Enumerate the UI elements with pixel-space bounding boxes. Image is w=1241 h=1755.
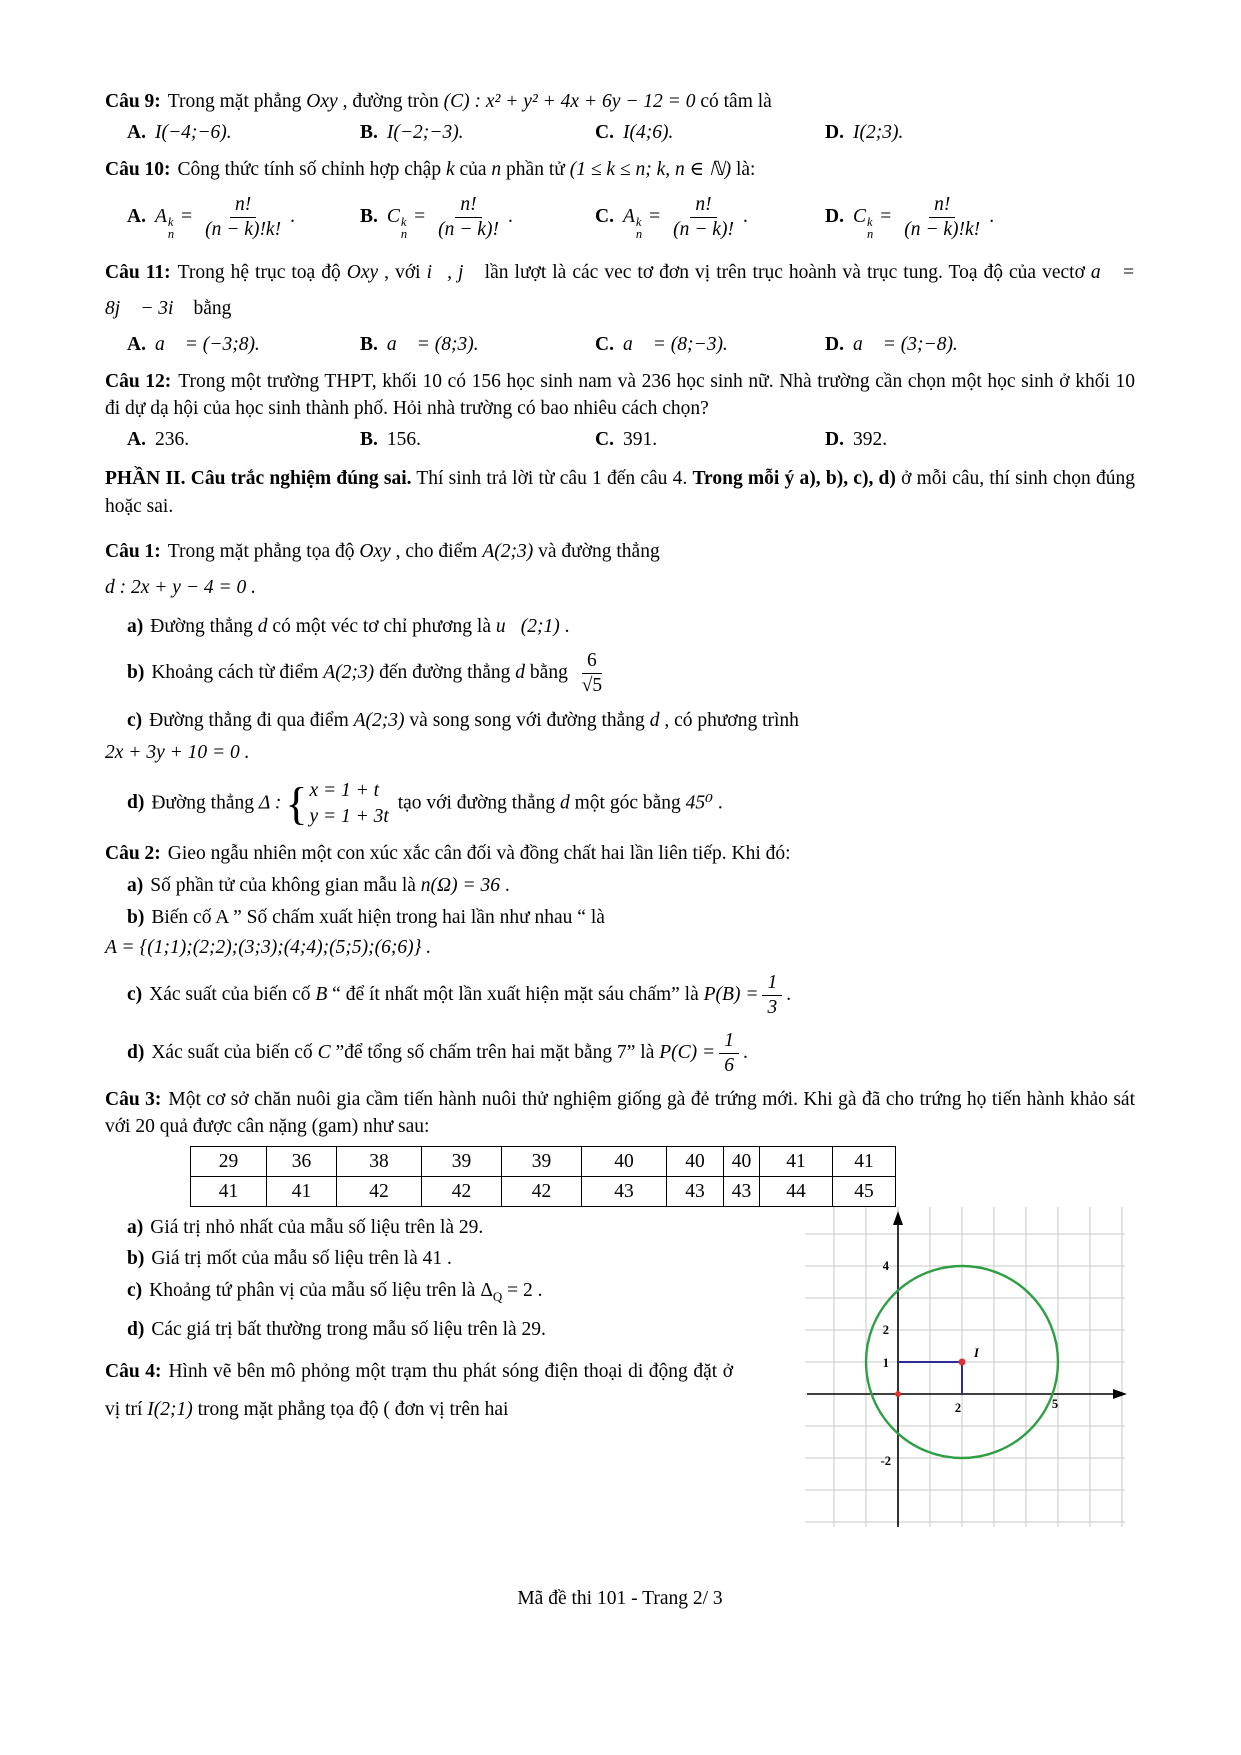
- question-9: [105, 88, 1135, 144]
- system-row: x = 1 + t: [309, 780, 380, 801]
- system-brace: {: [285, 778, 308, 829]
- option-letter: D.: [825, 334, 844, 355]
- option-a: [127, 334, 360, 356]
- question-label: Câu 4:: [105, 1360, 162, 1382]
- math-segment: A(2;3): [482, 541, 534, 562]
- option-d: [825, 122, 1135, 144]
- option-text: 156.: [386, 429, 422, 450]
- statement-c: [105, 971, 1135, 1020]
- math-segment: (C) : x² + y² + 4x + 6y − 12 = 0: [443, 91, 696, 112]
- text-segment: có một véc tơ chỉ phương là: [267, 616, 496, 637]
- table-cell: 38: [337, 1147, 422, 1177]
- question-stem: [105, 368, 1135, 422]
- table-cell: 36: [267, 1147, 337, 1177]
- text-segment: và đường thẳng: [533, 541, 660, 562]
- page-footer: Mã đề thi 101 - Trang 2/ 3: [517, 1588, 723, 1609]
- math-segment: Oxy: [346, 262, 379, 283]
- statement-label: c): [127, 1280, 143, 1301]
- text-segment: và song song với đường thẳng: [404, 710, 650, 731]
- statement-label: a): [127, 875, 144, 896]
- statement-d: [105, 778, 1135, 830]
- left-column: [105, 1211, 733, 1429]
- period: .: [290, 205, 295, 227]
- table-cell: 39: [502, 1147, 582, 1177]
- option-letter: A.: [127, 334, 146, 355]
- text-segment: trong mặt phẳng tọa độ ( đơn vị trên hai: [192, 1398, 509, 1420]
- option-text: 392.: [852, 429, 888, 450]
- answer-options: [105, 429, 1135, 451]
- statement-b: [105, 1244, 733, 1273]
- text-segment: phần tử: [501, 159, 570, 180]
- option-text: I(4;6).: [622, 122, 674, 143]
- math-segment: B: [315, 983, 328, 1005]
- option-text: I(2;3).: [852, 122, 904, 143]
- text-segment: Gieo ngẫu nhiên một con xúc xắc cân đối và đồng chất hai lần liên tiếp. Khi đó:: [167, 843, 791, 864]
- table-cell: 40: [582, 1147, 667, 1177]
- statement-label: a): [127, 1217, 144, 1238]
- table-row: [191, 1177, 896, 1207]
- option-letter: A.: [127, 122, 146, 143]
- statement-a: [105, 1213, 733, 1242]
- text-segment: ở mỗi câu, thí sinh chọn đúng hoặc sai.: [105, 468, 1135, 517]
- text-segment: một góc bằng: [569, 792, 686, 814]
- option-b: [360, 334, 595, 356]
- option-letter: B.: [360, 429, 378, 450]
- option-c: [595, 193, 825, 242]
- text-segment: Khoảng tứ phân vị của mẫu số liệu trên là: [149, 1280, 481, 1301]
- question-stem: [105, 88, 1135, 115]
- text-segment: Đường thẳng: [150, 616, 258, 637]
- text-segment: , có phương trình: [659, 710, 799, 731]
- equals-sign: =: [649, 205, 661, 227]
- math-segment: P(C) =: [659, 1041, 716, 1063]
- option-letter: B.: [360, 122, 378, 143]
- period: .: [989, 205, 995, 227]
- math-segment: u⃗(2;1): [495, 616, 560, 637]
- table-cell: 41: [191, 1177, 267, 1207]
- option-text: I(−2;−3).: [386, 122, 464, 143]
- option-letter: C.: [595, 334, 614, 355]
- statement-label: d): [127, 1318, 145, 1340]
- statement-b: [105, 904, 1135, 931]
- math-segment: I(2;1): [147, 1398, 193, 1420]
- center-label: I: [974, 1346, 979, 1360]
- tick-label-x2: 2: [954, 1401, 962, 1415]
- text-segment: lần lượt là các vec tơ đơn vị trên trục hoành và trục tung. Toạ độ của vectơ: [478, 262, 1091, 283]
- right-column: [805, 1207, 1135, 1539]
- math-segment: a⃗ = 8j⃗ − 3i⃗: [105, 262, 1136, 319]
- option-letter: C.: [595, 429, 614, 450]
- option-letter: A.: [127, 429, 146, 450]
- text-segment: Giá trị nhỏ nhất của mẫu số liệu trên là 29.: [150, 1217, 484, 1238]
- option-c: [595, 429, 825, 451]
- math-segment: n(Ω) = 36: [420, 875, 501, 896]
- statement-c: [105, 1276, 733, 1312]
- text-segment: bằng: [525, 661, 568, 683]
- statement-d: [105, 1029, 1135, 1078]
- sup-sub-stack: k n: [400, 214, 408, 241]
- period: .: [507, 205, 513, 227]
- text-segment: Trong mặt phẳng tọa độ: [167, 541, 360, 562]
- math-segment: k: [445, 159, 455, 180]
- question-12: [105, 368, 1135, 451]
- table-cell: 45: [833, 1177, 896, 1207]
- question-stem: [105, 255, 1135, 327]
- part2-bold-note: Trong mỗi ý a), b), c), d): [692, 468, 896, 489]
- subscript: Q: [492, 1288, 503, 1304]
- question-stem: [105, 535, 1135, 569]
- question-label: Câu 9:: [105, 91, 161, 112]
- text-segment: Xác suất của biến cố: [151, 1041, 318, 1063]
- text-segment: Giá trị mốt của mẫu số liệu trên là 41 .: [151, 1248, 452, 1269]
- math-segment: Δ :: [258, 792, 282, 814]
- math-segment: d: [649, 710, 660, 731]
- fraction: $\frac{6}{√5}$: [581, 650, 603, 696]
- statement-a: [105, 613, 1135, 640]
- statement-label: b): [127, 907, 145, 928]
- text-segment: Khoảng cách từ điểm: [151, 661, 324, 683]
- option-letter: B.: [360, 334, 378, 355]
- table-cell: 41: [267, 1177, 337, 1207]
- question-label: Câu 2:: [105, 843, 161, 864]
- sup-sub-stack: k n: [167, 214, 175, 241]
- line-equation: d : 2x + y − 4 = 0 .: [105, 577, 257, 598]
- option-a: [127, 429, 360, 451]
- text-segment: có tâm là: [695, 91, 772, 112]
- option-c: [595, 122, 825, 144]
- question-label: Câu 10:: [105, 159, 171, 180]
- fraction: $\frac{n!}{(n - k)!k!}$: [205, 194, 282, 240]
- text-segment: Số phần tử của không gian mẫu là: [150, 875, 421, 896]
- text-segment: Trong hệ trục toạ độ: [177, 262, 347, 283]
- option-c: [595, 334, 825, 356]
- answer-options: [105, 193, 1135, 242]
- statement-label: b): [127, 661, 145, 683]
- data-table: [190, 1146, 896, 1207]
- math-segment: i⃗, j⃗: [426, 262, 479, 283]
- math-segment: C: [317, 1041, 331, 1063]
- table-cell: 42: [337, 1177, 422, 1207]
- question-label: Câu 12:: [105, 371, 172, 392]
- system-row: y = 1 + 3t: [309, 806, 389, 827]
- fraction: $\frac{n!}{(n - k)!k!}$: [904, 194, 981, 240]
- table-cell: 42: [502, 1177, 582, 1207]
- option-letter: D.: [825, 122, 844, 143]
- center-point: [959, 1359, 966, 1366]
- text-segment: Một cơ sở chăn nuôi gia cầm tiến hành nuôi thử nghiệm giống gà đẻ trứng mới. Khi gà đã cho trứng họ tiến hành khảo sát với 20 quả được cân nặng (gam) như sau:: [105, 1089, 1135, 1137]
- statement-label: c): [127, 710, 143, 731]
- table-cell: 43: [582, 1177, 667, 1207]
- statement-b: [105, 649, 1135, 698]
- statement-label: c): [127, 983, 143, 1005]
- table-row: [191, 1147, 896, 1177]
- tick-label-y1: 1: [882, 1356, 889, 1370]
- period: .: [742, 1041, 748, 1063]
- math-segment: Oxy: [306, 91, 338, 112]
- period: .: [786, 983, 792, 1005]
- option-text: a⃗ = (−3;8).: [154, 334, 260, 355]
- question-stem: [105, 156, 1135, 183]
- option-letter: C.: [595, 205, 614, 227]
- question-10: [105, 156, 1135, 242]
- math-segment: d: [515, 661, 526, 683]
- option-text: a⃗ = (3;−8).: [852, 334, 958, 355]
- fraction: $\frac{1}{6}$: [719, 1029, 739, 1078]
- text-segment: Trong mặt phẳng: [167, 91, 307, 112]
- tick-label-y4: 4: [882, 1259, 889, 1273]
- text-segment: , đường tròn: [337, 91, 444, 112]
- option-b: [360, 193, 595, 242]
- text-segment: của: [454, 159, 492, 180]
- text-segment: = 2 .: [502, 1280, 543, 1301]
- math-symbol: A: [622, 205, 635, 227]
- question-label: Câu 1:: [105, 541, 161, 562]
- table-cell: 43: [724, 1177, 760, 1207]
- option-a: [127, 122, 360, 144]
- question-label: Câu 11:: [105, 262, 171, 283]
- fraction: $\frac{n!}{(n - k)!}$: [438, 194, 499, 240]
- option-b: [360, 429, 595, 451]
- option-text: I(−4;−6).: [154, 122, 232, 143]
- option-d: [825, 334, 1135, 356]
- question-label: Câu 3:: [105, 1089, 162, 1110]
- table-cell: 42: [422, 1177, 502, 1207]
- part2-question-3: [105, 1086, 1135, 1539]
- answer-options: [105, 122, 1135, 144]
- text-segment: Biến cố A ” Số chấm xuất hiện trong hai lần như nhau “ là: [151, 907, 605, 928]
- fraction: $\frac{1}{3}$: [762, 971, 782, 1020]
- statement-d: [105, 1315, 733, 1345]
- text-segment: Trong một trường THPT, khối 10 có 156 học sinh nam và 236 học sinh nữ. Nhà trường cần chọn một học sinh ở khối 10 đi dự dạ hội của học sinh thành phố. Hỏi nhà trường có bao nhiêu cách chọn?: [105, 371, 1135, 419]
- text-segment: Hình vẽ bên mô phỏng một trạm thu phát sóng điện thoại di động đặt ở vị trí: [105, 1360, 734, 1420]
- coordinate-graph: [805, 1207, 1135, 1533]
- option-text: a⃗ = (8;3).: [386, 334, 479, 355]
- answer-options: [105, 334, 1135, 356]
- text-segment: , cho điểm: [390, 541, 483, 562]
- table-cell: 44: [760, 1177, 833, 1207]
- math-symbol: C: [852, 205, 866, 227]
- origin-point: [895, 1391, 901, 1397]
- equals-sign: =: [181, 205, 193, 227]
- sup-sub-stack: k n: [866, 214, 874, 241]
- text-segment: Đường thẳng đi qua điểm: [149, 710, 354, 731]
- option-d: [825, 429, 1135, 451]
- math-segment: d: [257, 616, 268, 637]
- math-segment: 45⁰: [685, 792, 713, 814]
- equals-sign: =: [880, 205, 892, 227]
- text-segment: đến đường thẳng: [374, 661, 516, 683]
- line-equation: 2x + 3y + 10 = 0 .: [105, 742, 250, 763]
- text-segment: tạo với đường thẳng: [392, 792, 560, 814]
- period: .: [742, 205, 748, 227]
- text-segment: , với: [378, 262, 427, 283]
- grid-lines: [805, 1207, 1125, 1527]
- option-a: [127, 193, 360, 242]
- part2-title: PHẦN II. Câu trắc nghiệm đúng sai.: [105, 468, 412, 489]
- option-text: a⃗ = (8;−3).: [622, 334, 728, 355]
- math-segment: A(2;3): [353, 710, 405, 731]
- option-b: [360, 122, 595, 144]
- statement-label: b): [127, 1248, 145, 1269]
- text-segment: Đường thẳng: [151, 792, 259, 814]
- tick-label-ym2: -2: [880, 1454, 891, 1468]
- text-segment: Thí sinh trả lời từ câu 1 đến câu 4.: [411, 468, 693, 489]
- text-segment: .: [559, 616, 570, 637]
- text-segment: Xác suất của biến cố: [149, 983, 316, 1005]
- table-cell: 41: [760, 1147, 833, 1177]
- statement-c: [105, 707, 1135, 734]
- event-set: A = {(1;1);(2;2);(3;3);(4;4);(5;5);(6;6)} .: [105, 937, 432, 958]
- option-letter: D.: [825, 205, 844, 227]
- math-segment: A(2;3): [323, 661, 375, 683]
- math-symbol: Δ: [480, 1280, 493, 1301]
- question-stem: [105, 1086, 1135, 1140]
- text-segment: là:: [731, 159, 756, 180]
- text-segment: Các giá trị bất thường trong mẫu số liệu trên là 29.: [151, 1318, 546, 1340]
- table-cell: 41: [833, 1147, 896, 1177]
- part2-question-4-stem: [105, 1353, 733, 1429]
- text-segment: bằng: [188, 298, 232, 319]
- text-segment: .: [712, 792, 723, 814]
- math-segment: d: [559, 792, 570, 814]
- table-cell: 40: [667, 1147, 724, 1177]
- sup-sub-stack: k n: [635, 214, 643, 241]
- option-letter: B.: [360, 205, 378, 227]
- tick-label-y2: 2: [882, 1323, 889, 1337]
- fraction: $\frac{n!}{(n - k)!}$: [673, 194, 734, 240]
- text-segment: Công thức tính số chỉnh hợp chập: [177, 159, 446, 180]
- statement-label: d): [127, 792, 145, 814]
- question-stem: [105, 840, 1135, 867]
- part2-question-2: [105, 840, 1135, 1078]
- part2-header: [105, 465, 1135, 521]
- statement-a: [105, 872, 1135, 899]
- option-letter: A.: [127, 205, 146, 227]
- part2-question-1: [105, 535, 1135, 830]
- math-segment: P(B) =: [703, 983, 759, 1005]
- question-11: [105, 255, 1135, 356]
- option-text: 391.: [622, 429, 658, 450]
- text-segment: .: [500, 875, 510, 896]
- option-d: [825, 193, 1135, 242]
- text-segment: ”để tổng số chấm trên hai mặt bằng 7” là: [330, 1041, 660, 1063]
- table-cell: 43: [667, 1177, 724, 1207]
- equation-system: [285, 778, 388, 830]
- option-letter: C.: [595, 122, 614, 143]
- option-letter: D.: [825, 429, 844, 450]
- statement-label: d): [127, 1041, 145, 1063]
- table-cell: 39: [422, 1147, 502, 1177]
- math-symbol: A: [154, 205, 167, 227]
- x-axis-arrow-icon: [1113, 1389, 1127, 1399]
- table-cell: 40: [724, 1147, 760, 1177]
- math-symbol: C: [386, 205, 400, 227]
- option-text: 236.: [154, 429, 190, 450]
- table-cell: 29: [191, 1147, 267, 1177]
- math-segment: Oxy: [359, 541, 391, 562]
- math-segment: n: [491, 159, 502, 180]
- text-segment: “ để ít nhất một lần xuất hiện mặt sáu chấm” là: [327, 983, 704, 1005]
- y-axis-arrow-icon: [893, 1211, 903, 1225]
- tick-label-x5: 5: [1051, 1397, 1059, 1411]
- math-segment: (1 ≤ k ≤ n; k, n ∈ ℕ): [569, 159, 732, 180]
- statement-label: a): [127, 616, 144, 637]
- equals-sign: =: [414, 205, 426, 227]
- bottom-two-column: [105, 1211, 1135, 1539]
